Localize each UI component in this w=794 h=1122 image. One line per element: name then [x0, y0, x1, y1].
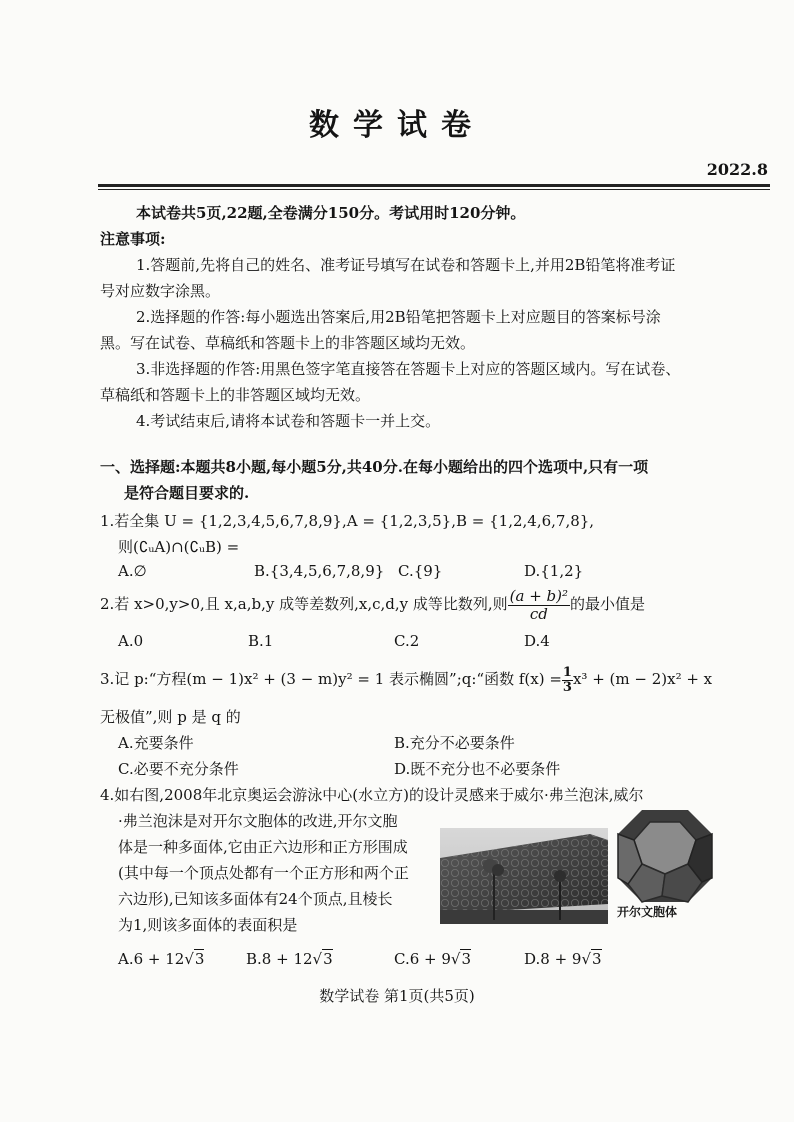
sqrt-sign: √ — [312, 950, 323, 968]
q2-option-c: C.2 — [394, 632, 420, 650]
note-1-line-2: 号对应数字涂黑。 — [100, 282, 221, 300]
q4-stem-line-5: 六边形),已知该多面体有24个顶点,且棱长 — [118, 890, 393, 908]
q4-stem-line-6: 为1,则该多面体的表面积是 — [118, 916, 298, 934]
note-3-line-2: 草稿纸和答题卡上的非答题区域均无效。 — [100, 386, 371, 404]
q3-stem — [100, 662, 712, 696]
q3-stem-post: x³ + (m − 2)x² + x — [572, 670, 713, 688]
q3-stem-pre: 3.记 p:“方程(m − 1)x² + (3 − m)y² = 1 表示椭圆”;q:“函数 f(x) = — [100, 670, 562, 688]
header-rule-thin — [98, 189, 770, 190]
sqrt-sign: √ — [184, 950, 194, 968]
note-4: 4.考试结束后,请将本试卷和答题卡一并上交。 — [136, 412, 441, 430]
q2-fraction-numerator: (a + b)² — [509, 586, 569, 605]
q3-option-b: B.充分不必要条件 — [394, 734, 515, 752]
q2-fraction-denominator: cd — [529, 604, 548, 623]
q4-option-d-text: D.8 + 9 — [524, 950, 582, 968]
q4-option-c — [394, 950, 471, 968]
q1-option-c: C.{9} — [398, 562, 443, 580]
q4-stem-line-3: 体是一种多面体,它由正六边形和正方形围成 — [118, 838, 408, 856]
section-1-heading: 一、选择题:本题共8小题,每小题5分,共40分.在每小题给出的四个选项中,只有一项 — [100, 458, 649, 476]
polyhedron-caption: 开尔文胞体 — [617, 905, 678, 919]
page-title: 数学试卷 — [309, 108, 485, 143]
q1-stem-line-2: 则(∁ᵤA)∩(∁ᵤB) = — [118, 538, 240, 556]
q2-option-d: D.4 — [524, 632, 550, 650]
q4-stem-line-1: 4.如右图,2008年北京奥运会游泳中心(水立方)的设计灵感来于威尔·弗兰泡沫,威尔 — [100, 786, 644, 804]
q3-option-c: C.必要不充分条件 — [118, 760, 239, 778]
q1-option-b: B.{3,4,5,6,7,8,9} — [254, 562, 385, 580]
q2-stem — [100, 586, 645, 623]
q4-stem-line-2: ·弗兰泡沫是对开尔文胞体的改进,开尔文胞 — [118, 812, 398, 830]
q4-option-b-radicand: 3 — [323, 950, 333, 968]
q3-fraction-denominator: 3 — [562, 679, 572, 695]
q1-option-d: D.{1,2} — [524, 562, 584, 580]
q4-option-b — [246, 950, 333, 968]
page-footer: 数学试卷 第1页(共5页) — [319, 987, 475, 1005]
q4-option-c-radicand: 3 — [461, 950, 472, 968]
q4-option-a-radicand: 3 — [194, 950, 205, 968]
q4-option-a — [118, 950, 204, 968]
note-3-line-1: 3.非选择题的作答:用黑色签字笔直接答在答题卡上对应的答题区域内。写在试卷、 — [136, 360, 681, 378]
q1-stem-line-1: 1.若全集 U = {1,2,3,4,5,6,7,8,9},A = {1,2,3,5},B = {1,2,4,6,7,8}, — [100, 512, 595, 530]
q3-fraction-numerator: 1 — [562, 664, 572, 680]
q2-fraction — [508, 588, 570, 623]
q2-option-a: A.0 — [118, 632, 144, 650]
water-cube-photo — [440, 828, 608, 924]
q1-option-a: A.∅ — [118, 562, 147, 580]
q2-stem-post: 的最小值是 — [570, 595, 646, 613]
section-1-heading-cont: 是符合题目要求的. — [124, 484, 250, 502]
q4-option-a-text: A.6 + 12 — [118, 950, 185, 968]
q2-option-b: B.1 — [248, 632, 274, 650]
sqrt-sign: √ — [581, 950, 592, 968]
q4-option-d-radicand: 3 — [592, 950, 602, 968]
kelvin-polyhedron-image — [612, 804, 718, 908]
q3-option-d: D.既不充分也不必要条件 — [394, 760, 561, 778]
note-2-line-2: 黑。写在试卷、草稿纸和答题卡上的非答题区域均无效。 — [100, 334, 476, 352]
notes-heading: 注意事项: — [100, 230, 166, 248]
note-1-line-1: 1.答题前,先将自己的姓名、准考证号填写在试卷和答题卡上,并用2B铅笔将准考证 — [136, 256, 676, 274]
q3-option-a: A.充要条件 — [118, 734, 194, 752]
q4-option-b-text: B.8 + 12 — [246, 950, 313, 968]
exam-date: 2022.8 — [706, 160, 768, 179]
q3-fraction — [562, 666, 573, 695]
header-rule — [98, 184, 770, 187]
q4-option-c-text: C.6 + 9 — [394, 950, 451, 968]
q3-stem-line-2: 无极值”,则 p 是 q 的 — [100, 708, 241, 726]
intro-summary: 本试卷共5页,22题,全卷满分150分。考试用时120分钟。 — [136, 204, 526, 222]
q4-stem-line-4: (其中每一个顶点处都有一个正方形和两个正 — [118, 864, 409, 882]
sqrt-sign: √ — [450, 950, 461, 968]
q2-stem-pre: 2.若 x>0,y>0,且 x,a,b,y 成等差数列,x,c,d,y 成等比数列,则 — [100, 595, 508, 613]
q4-option-d — [524, 950, 602, 968]
note-2-line-1: 2.选择题的作答:每小题选出答案后,用2B铅笔把答题卡上对应题目的答案标号涂 — [136, 308, 661, 326]
